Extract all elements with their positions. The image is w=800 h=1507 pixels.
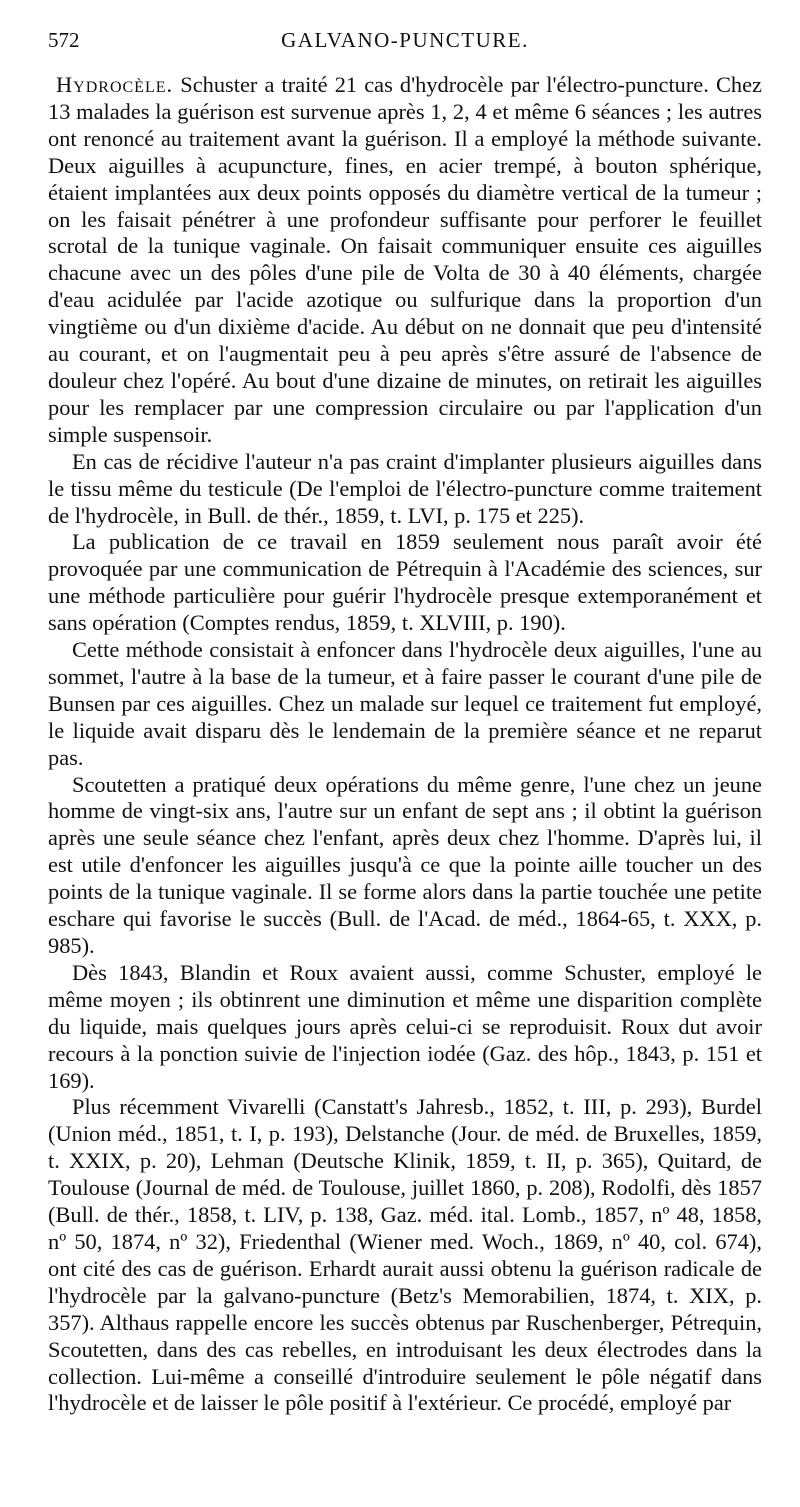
- paragraph-methode: Cette méthode consistait à enfoncer dans l'hydrocèle deux aiguilles, l'une au sommet, l'autre à la base de la tumeur, et à faire passer le courant d'une pile de Bunsen par ces aiguilles. Chez un malade sur lequel ce traitement fut employé, le liquide avait disparu dès le lendemain de la première séance et ne reparut pas.: [48, 637, 762, 770]
- paragraph-text: Schuster a traité 21 cas d'hydrocèle par l'électro-puncture. Chez 13 malades la guérison est survenue après 1, 2, 4 et même 6 séances ; les autres ont renoncé au traitement avant la guérison. Il a employé la méthode suivante. Deux aiguilles à acupuncture, fines, en acier trempé, à bouton sphérique, étaient implantées aux deux points opposés du diamètre vertical de la tumeur ; on les faisait pénétrer à une profondeur suffisante pour perforer le feuillet scrotal de la tunique vaginale. On faisait communiquer ensuite ces aiguilles chacune avec un des pôles d'une pile de Volta de 30 à 40 éléments, chargée d'eau acidulée par l'acide azotique ou sulfurique dans la proportion d'un vingtième ou d'un dixième d'acide. Au début on ne donnait que peu d'intensité au courant, et on l'augmentait peu à peu après s'être assuré de l'absence de douleur chez l'opéré. Au bout d'une dizaine de minutes, on retirait les aiguilles pour les remplacer par une compression circulaire ou par l'application d'un simple suspensoir.: [48, 72, 762, 447]
- page-header: [48, 28, 762, 58]
- paragraph-publication: La publication de ce travail en 1859 seulement nous paraît avoir été provoquée par une communication de Pétrequin à l'Académie des sciences, sur une méthode particulière pour guérir l'hydrocèle presque extemporanément et sans opération (Comptes rendus, 1859, t. XLVIII, p. 190).: [48, 529, 762, 636]
- paragraph-hydrocele: [48, 72, 762, 449]
- paragraph-recemment: Plus récemment Vivarelli (Canstatt's Jahresb., 1852, t. III, p. 293), Burdel (Union méd., 1851, t. I, p. 193), Delstanche (Jour. de méd. de Bruxelles, 1859, t. XXIX, p. 20), Lehman (Deutsche Klinik, 1859, t. II, p. 365), Quitard, de Toulouse (Journal de méd. de Toulouse, juillet 1860, p. 208), Rodolfi, dès 1857 (Bull. de thér., 1858, t. LIV, p. 138, Gaz. méd. ital. Lomb., 1857, nº 48, 1858, nº 50, 1874, nº 32), Friedenthal (Wiener med. Woch., 1869, nº 40, col. 674), ont cité des cas de guérison. Erhardt aurait aussi obtenu la guérison radicale de l'hydrocèle par la galvano-puncture (Betz's Memorabilien, 1874, t. XIX, p. 357). Althaus rappelle encore les succès obtenus par Ruschenberger, Pétrequin, Scoutetten, dans des cas rebelles, en introduisant les deux électrodes dans la collection. Lui-même a conseillé d'introduire seulement le pôle négatif dans l'hydrocèle et de laisser le pôle positif à l'extérieur. Ce procédé, employé par: [48, 1094, 762, 1416]
- paragraph-recidive: En cas de récidive l'auteur n'a pas craint d'implanter plusieurs aiguilles dans le tissu même du testicule (De l'emploi de l'électro-puncture comme traitement de l'hydrocèle, in Bull. de thér., 1859, t. LVI, p. 175 et 225).: [48, 448, 762, 528]
- section-lead: Hydrocèle.: [56, 72, 174, 97]
- body-text: [48, 72, 762, 1417]
- page-number: 572: [48, 28, 80, 52]
- paragraph-blandin-roux: Dès 1843, Blandin et Roux avaient aussi, comme Schuster, employé le même moyen ; ils obtinrent une diminution et même une disparition complète du liquide, mais quelques jours après celui-ci se reproduisit. Roux dut avoir recours à la ponction suivie de l'injection iodée (Gaz. des hôp., 1843, p. 151 et 169).: [48, 959, 762, 1093]
- running-title: GALVANO-PUNCTURE.: [281, 28, 529, 52]
- paragraph-scoutetten: Scoutetten a pratiqué deux opérations du même genre, l'une chez un jeune homme de vingt-six ans, l'autre sur un enfant de sept ans ; il obtint la guérison après une seule séance chez l'enfant, après deux chez l'homme. D'après lui, il est utile d'enfoncer les aiguilles jusqu'à ce que la pointe aille toucher un des points de la tunique vaginale. Il se forme alors dans la partie touchée une petite eschare qui favorise le succès (Bull. de l'Acad. de méd., 1864-65, t. XXX, p. 985).: [48, 771, 762, 958]
